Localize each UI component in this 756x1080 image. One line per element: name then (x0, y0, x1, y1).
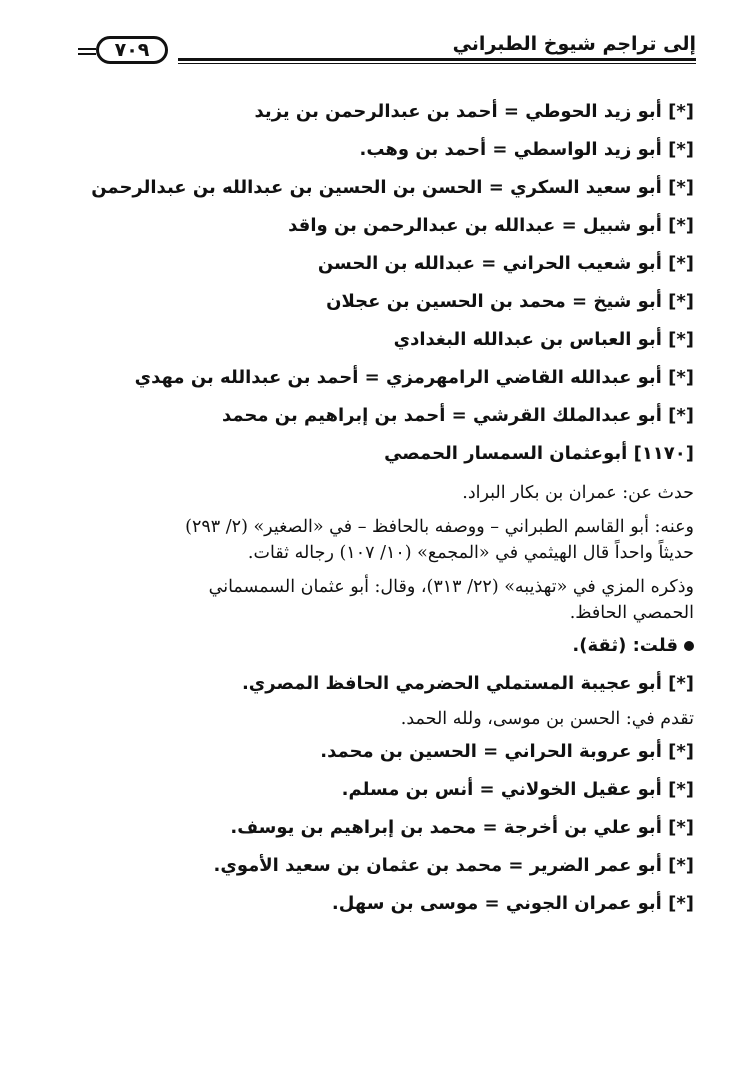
cross-reference-entry: [*] أبو عروبة الحراني = الحسين بن محمد. (320, 741, 694, 762)
page-header (86, 28, 696, 68)
cross-reference-entry: [*] أبو علي بن أخرجة = محمد بن إبراهيم بن يوسف. (230, 817, 694, 838)
mizzi-line-1: وذكره المزي في «تهذيبه» (٢٢/ ٣١٣)، وقال: أبو عثمان السمسماني (208, 577, 694, 597)
cross-reference-entry: [*] أبو زيد الحوطي = أحمد بن عبدالرحمن بن يزيد (254, 101, 694, 122)
narrated-by-line-1: وعنه: أبو القاسم الطبراني – ووصفه بالحافظ – في «الصغير» (٢/ ٢٩٣) (185, 517, 694, 537)
cross-reference-entry: [*] أبو عمران الجوني = موسى بن سهل. (331, 893, 694, 914)
biography-mizzi (60, 574, 694, 626)
verdict-text: قلت: (ثقة). (572, 635, 678, 656)
ajiba-note (60, 706, 694, 732)
header-rule (178, 58, 696, 61)
biography-heading: [١١٧٠] أبوعثمان السمسار الحمصي (384, 443, 694, 464)
cross-reference-entry: [*] أبو عمر الضرير = محمد بن عثمان بن سعيد الأموي. (213, 855, 694, 876)
narrated-by-line-2: حديثاً واحداً قال الهيثمي في «المجمع» (١٠/ ١٠٧) رجاله ثقات. (247, 543, 694, 563)
cross-reference-entry: [*] أبو زيد الواسطي = أحمد بن وهب. (359, 139, 694, 160)
biography-narrated-from (60, 480, 694, 506)
running-title: إلى تراجم شيوخ الطبراني (452, 33, 696, 55)
cross-reference-entry: [*] أبو عقيل الخولاني = أنس بن مسلم. (341, 779, 694, 800)
bullet-icon (684, 641, 694, 651)
header-ornament (78, 48, 96, 58)
cross-reference-entry: [*] أبو عبدالله القاضي الرامهرمزي = أحمد بن عبدالله بن مهدي (134, 367, 694, 388)
page-number: ٧٠٩ (96, 36, 168, 64)
cross-reference-entry: [*] أبو شعيب الحراني = عبدالله بن الحسن (317, 253, 694, 274)
mizzi-line-2: الحمصي الحافظ. (569, 603, 694, 623)
page-body (60, 100, 694, 930)
narrated-from-text: حدث عن: عمران بن بكار البراد. (462, 483, 694, 503)
cross-reference-entry: [*] أبو سعيد السكري = الحسن بن الحسين بن عبدالله بن عبدالرحمن (91, 177, 694, 198)
ajiba-note-text: تقدم في: الحسن بن موسى، ولله الحمد. (400, 709, 694, 729)
cross-reference-entry: [*] أبو شبيل = عبدالله بن عبدالرحمن بن واقد (288, 215, 694, 236)
cross-reference-entry: [*] أبو شيخ = محمد بن الحسين بن عجلان (326, 291, 694, 312)
biography-narrated-by (60, 514, 694, 566)
cross-reference-entry: [*] أبو عبدالملك القرشي = أحمد بن إبراهيم بن محمد (221, 405, 694, 426)
cross-reference-entry: [*] أبو عجيبة المستملي الحضرمي الحافظ المصري. (241, 673, 694, 694)
verdict-note (60, 634, 694, 672)
header-rule-thin (178, 63, 696, 64)
cross-reference-entry: [*] أبو العباس بن عبدالله البغدادي (393, 329, 694, 350)
